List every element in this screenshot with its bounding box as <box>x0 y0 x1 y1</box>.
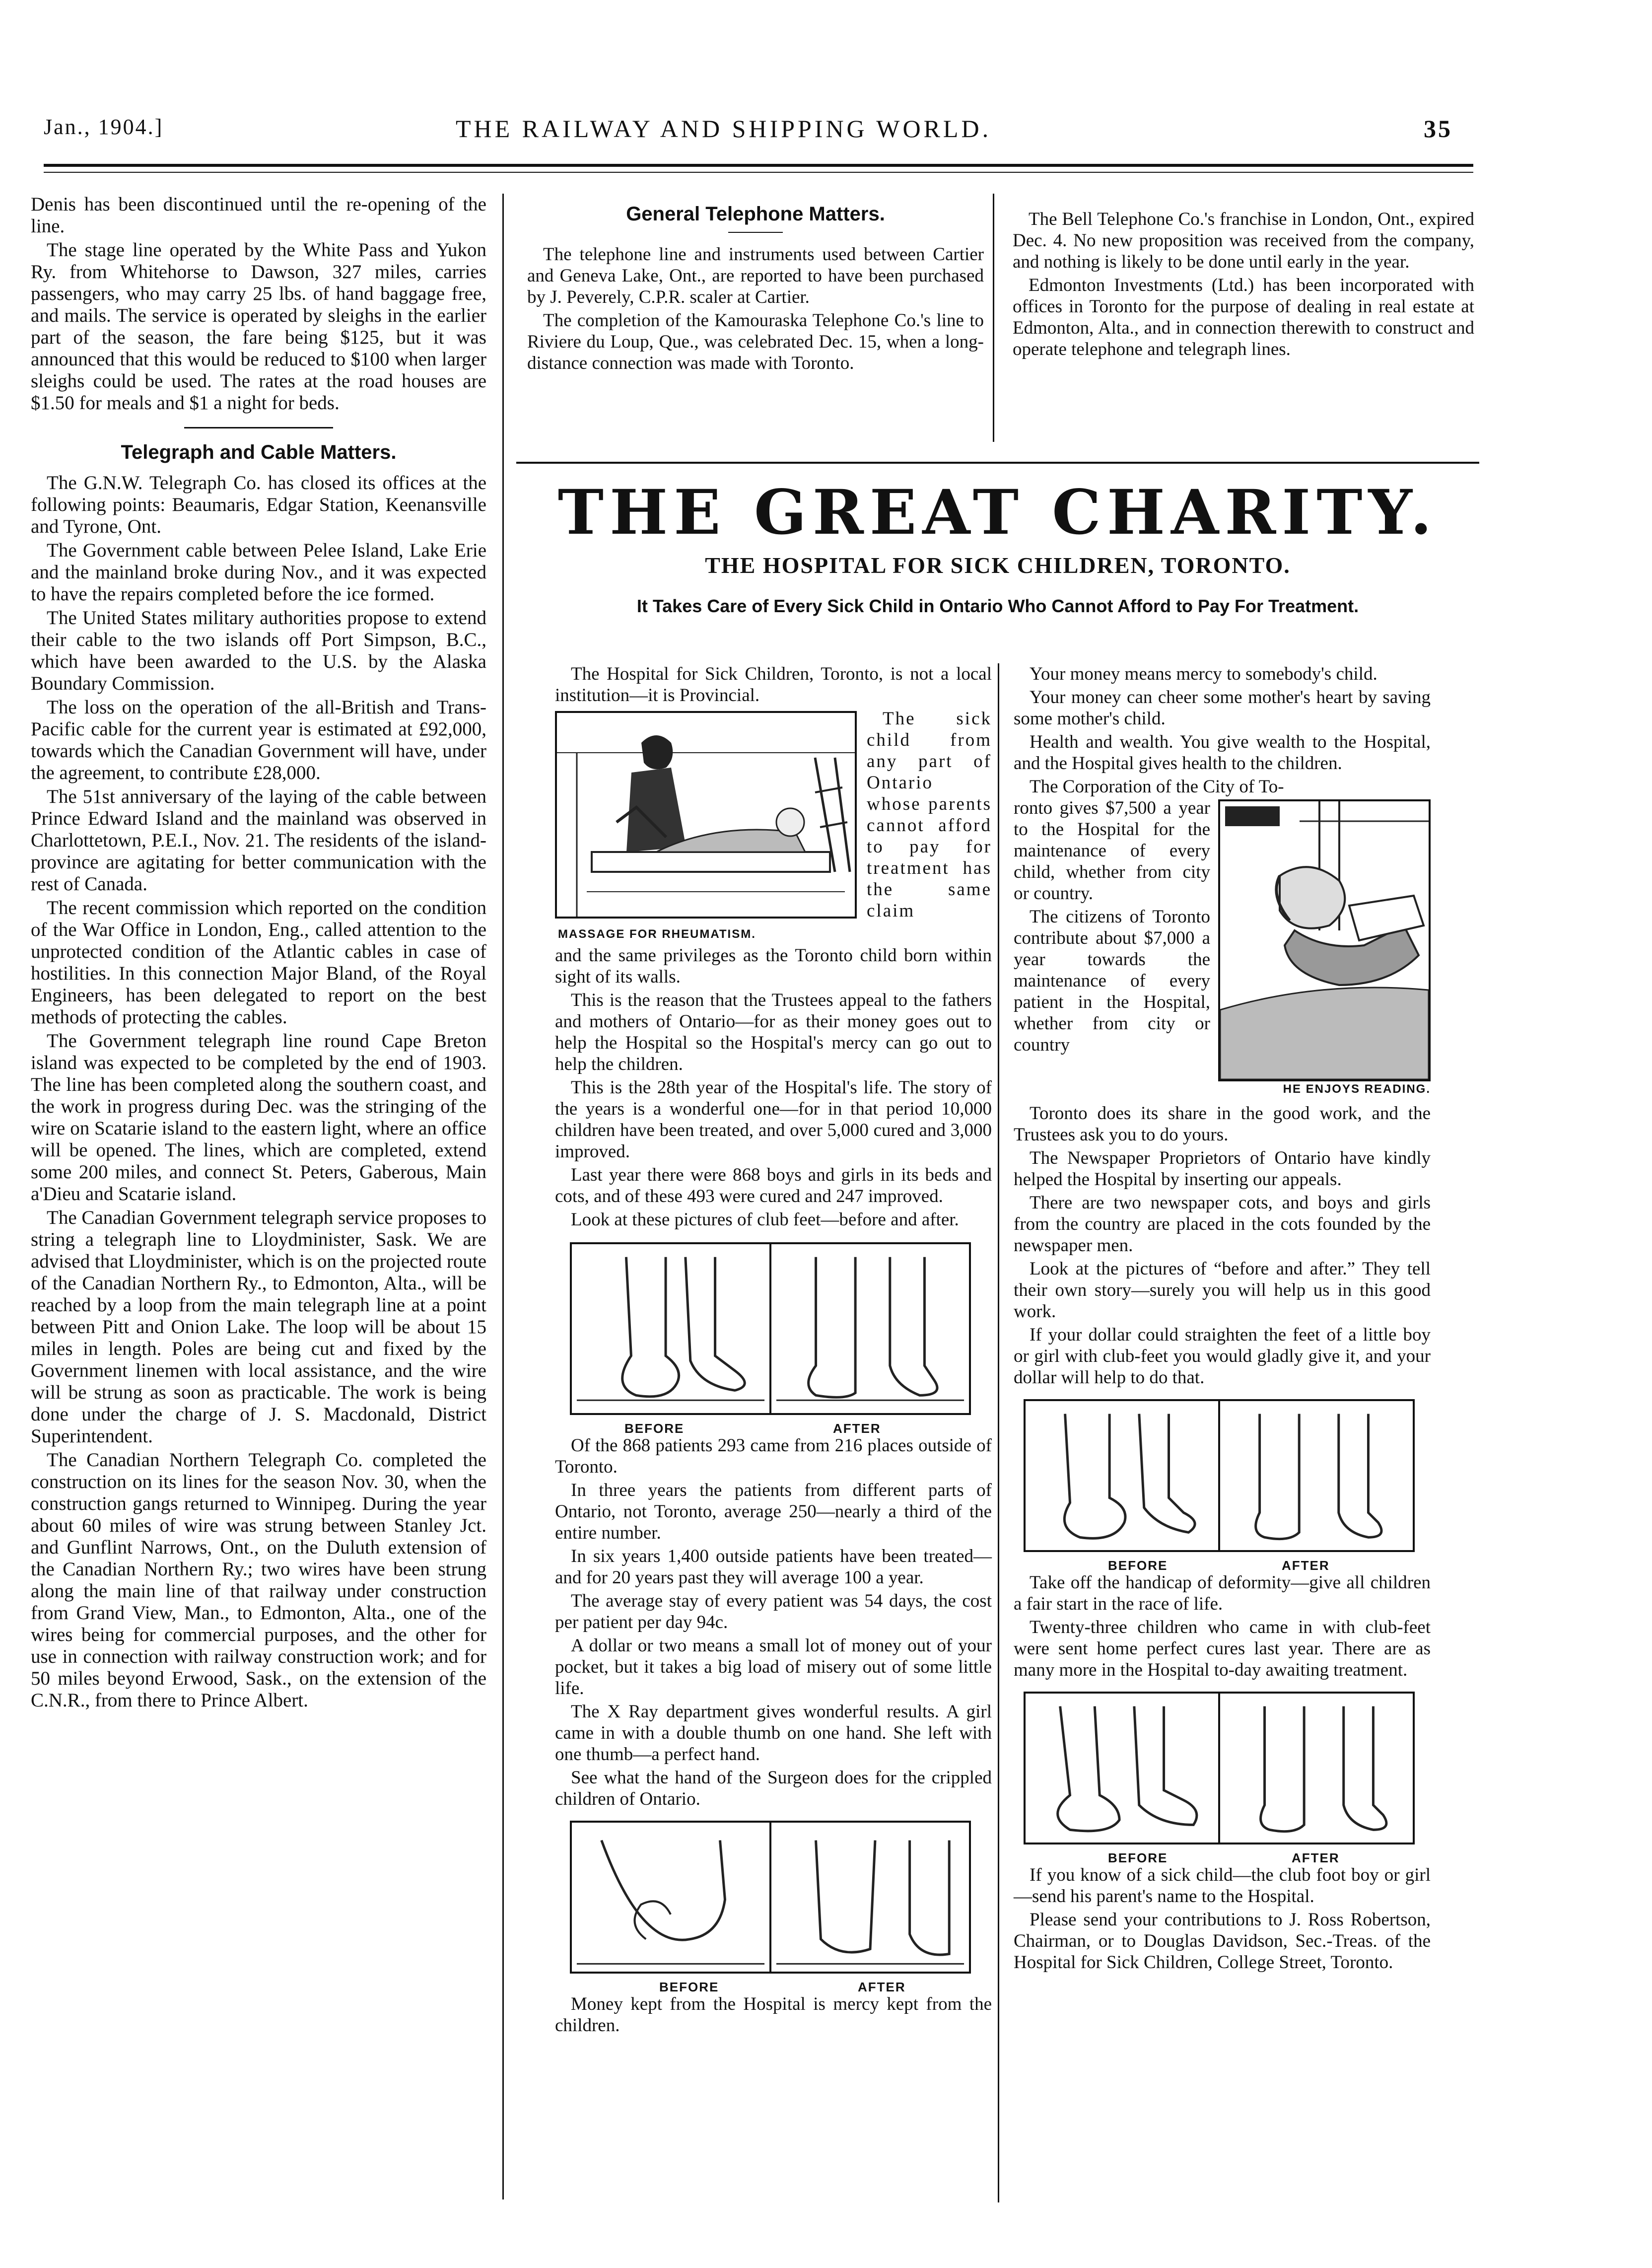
paragraph: Denis has been discontinued until the re-opening of the line. <box>31 194 486 237</box>
charity-tagline: It Takes Care of Every Sick Child in Ontario Who Cannot Afford to Pay For Treatment. <box>636 596 1359 616</box>
paragraph: The Hospital for Sick Children, Toronto, is not a local institution—it is Provincial. <box>555 664 992 706</box>
paragraph: A dollar or two means a small lot of money out of your pocket, but it takes a big load of misery out of some little life. <box>555 1635 992 1699</box>
massage-caption: MASSAGE FOR RHEUMATISM. <box>558 927 756 941</box>
telegraph-heading: Telegraph and Cable Matters. <box>121 441 397 463</box>
heading-underline <box>728 232 783 233</box>
after-label: AFTER <box>833 1421 881 1436</box>
charity-column-b <box>1014 663 1431 1975</box>
massage-picture <box>557 713 855 917</box>
paragraph: Last year there were 868 boys and girls in its beds and cots, and of these 493 were cured and 247 improved. <box>555 1165 992 1206</box>
paragraph: If your dollar could straighten the feet of a little boy or girl with club-feet you would gladly give it, and your dollar will help to do that. <box>1014 1325 1431 1388</box>
hand-figure <box>570 1821 971 1974</box>
header-rule-thick <box>44 164 1473 167</box>
paragraph: This is the 28th year of the Hospital's life. The story of the years is a wonderful one—for in that period 10,000 children have been treated, and over 5,000 cured and 3,000 improved. <box>555 1077 992 1162</box>
column-rule <box>502 194 504 2199</box>
after-label: AFTER <box>1292 1850 1340 1865</box>
telephone-heading: General Telephone Matters. <box>626 203 885 225</box>
paragraph: Toronto does its share in the good work, and the Trustees ask you to do yours. <box>1014 1103 1431 1145</box>
massage-illustration <box>555 711 857 919</box>
right-top-section <box>1013 209 1474 362</box>
column-rule <box>993 194 994 442</box>
section-divider <box>184 427 333 428</box>
paragraph: ronto gives $7,500 a year to the Hospital for the maintenance of every child, whether from city or country. <box>1014 798 1210 904</box>
after-label: AFTER <box>858 1980 906 1994</box>
after-feet-picture <box>1220 1401 1413 1550</box>
paragraph: The citizens of Toronto contribute about $7,000 a year towards the maintenance of every patient in the Hospital, whether from city or country <box>1014 907 1210 1055</box>
paragraph: Edmonton Investments (Ltd.) has been incorporated with offices in Toronto for the purpose of dealing in real estate at Edmonton, Alta., and in connection therewith to construct and operate telephone and telegraph lines. <box>1013 275 1474 359</box>
header-rule-thin <box>44 172 1473 173</box>
column-rule <box>998 663 999 2202</box>
charity-subtitle: THE HOSPITAL FOR SICK CHILDREN, TORONTO. <box>705 553 1291 578</box>
paragraph: Health and wealth. You give wealth to the Hospital, and the Hospital gives health to the children. <box>1014 732 1431 774</box>
paragraph: The Bell Telephone Co.'s franchise in London, Ont., expired Dec. 4. No new proposition was received from the company, and nothing is likely to be done until early in the year. <box>1013 209 1474 272</box>
paragraph: The Corporation of the City of To- <box>1030 777 1284 797</box>
paragraph: Take off the handicap of deformity—give all children a fair start in the race of life. <box>1014 1572 1431 1614</box>
after-label: AFTER <box>1282 1558 1330 1573</box>
before-feet-picture <box>572 1244 769 1413</box>
reading-picture <box>1220 801 1429 1079</box>
left-column <box>31 194 486 1713</box>
header-date: Jan., 1904.] <box>44 115 164 139</box>
before-label: BEFORE <box>1108 1558 1168 1573</box>
before-hand-picture <box>572 1823 769 1972</box>
paragraph: The Canadian Northern Telegraph Co. completed the construction on its lines for the season Nov. 30, when the construction gangs returned to Winnipeg. During the year about 60 miles of wire was strung between Stanley Jct. and Gunflint Narrows, Ont., on the Duluth extension of the Canadian Northern Ry.; two wires have been strung along the main line of that railway under construction from Grand View, Man., to Edmonton, Alta., one of the wires being for commercial purposes, and the other for use in connection with railway construction work; and for 50 miles beyond Erwood, Sask., on the extension of the C.N.R., from there to Prince Albert. <box>31 1449 486 1711</box>
clubfoot-figure-2 <box>1024 1399 1415 1552</box>
paragraph: The loss on the operation of the all-British and Trans-Pacific cable for the current year is estimated at £92,000, towards which the Canadian Government will have, under the agreement, to contribute £28,000. <box>31 697 486 783</box>
paragraph: The Government telegraph line round Cape Breton island was expected to be completed by the end of 1903. The line has been completed along the southern coast, and the work in progress during Dec. was the stringing of the wire on Scatarie island to the eastern light, where an office will be opened. The lines, which are completed, extend some 200 miles, and connect St. Peters, Gaberous, Main a'Dieu and Scatarie island. <box>31 1030 486 1205</box>
after-feet-picture <box>1220 1694 1413 1843</box>
paragraph: The telephone line and instruments used between Cartier and Geneva Lake, Ont., are reported to have been purchased by J. Peverely, C.P.R. scaler at Cartier. <box>527 244 984 307</box>
paragraph: The Newspaper Proprietors of Ontario have kindly helped the Hospital by inserting our appeals. <box>1014 1148 1431 1190</box>
paragraph: Look at these pictures of club feet—before and after. <box>571 1209 959 1230</box>
running-header <box>44 114 1458 149</box>
paragraph: Twenty-three children who came in with club-feet were sent home perfect cures last year. There are as many more in the Hospital to-day awaiting treatment. <box>1014 1617 1431 1680</box>
paragraph: The recent commission which reported on the condition of the War Office in London, Eng., called attention to the unprotected condition of the Atlantic cables in case of hostilities. In this connection Major Bland, of the Royal Engineers, has been delegated to report on the best methods of protecting the cables. <box>31 897 486 1028</box>
paragraph: Money kept from the Hospital is mercy kept from the children. <box>555 1994 992 2036</box>
reading-illustration <box>1218 799 1431 1081</box>
paragraph: The stage line operated by the White Pass and Yukon Ry. from Whitehorse to Dawson, 327 miles, carries passengers, who may carry 25 lbs. of hand baggage free, and mails. The service is operated by sleighs in the earlier part of the season, the fare being $125, but it was announced that this would be reduced to $100 when larger sleighs could be used. The rates at the road houses are $1.50 for meals and $1 a night for beds. <box>31 239 486 414</box>
before-feet-picture <box>1026 1401 1218 1550</box>
paragraph: Look at the pictures of “before and after.” They tell their own story—surely you will help us in this good work. <box>1014 1259 1431 1322</box>
paragraph: There are two newspaper cots, and boys and girls from the country are placed in the cots founded by the newspaper men. <box>1014 1193 1431 1256</box>
paragraph: The 51st anniversary of the laying of the cable between Prince Edward Island and the mainland was observed in Charlottetown, P.E.I., Nov. 21. The residents of the island-province are agitating for better communication with the rest of Canada. <box>31 786 486 895</box>
charity-column-a <box>555 663 992 2038</box>
clubfoot-figure-3 <box>1024 1692 1415 1844</box>
paragraph: The United States military authorities propose to extend their cable to the two islands off Port Simpson, B.C., which have been awarded to the U.S. by the Alaska Boundary Commission. <box>31 607 486 694</box>
before-label: BEFORE <box>624 1421 685 1436</box>
paragraph: The average stay of every patient was 54 days, the cost per patient per day 94c. <box>555 1591 992 1632</box>
paragraph: In six years 1,400 outside patients have been treated—and for 20 years past they will average 100 a year. <box>555 1546 992 1588</box>
after-feet-picture <box>771 1244 969 1413</box>
clubfoot-figure-1 <box>570 1242 971 1415</box>
paragraph: The Government cable between Pelee Island, Lake Erie and the mainland broke during Nov., and it was expected to have the repairs completed before the ice formed. <box>31 540 486 605</box>
paragraph: The Canadian Government telegraph service proposes to string a telegraph line to Lloydminister, Sask. We are advised that Lloydminister, which is on the projected route of the Canadian Northern Ry., to Edmonton, Alta., will be reached by a loop from the main telegraph line at a point between Pitt and Onion Lake. The loop will be about 15 miles in length. Poles are being cut and fixed by the Government linemen with local assistance, and the wire will be strung as soon as practicable. The work is being done under the charge of J. S. Macdonald, District Superintendent. <box>31 1207 486 1447</box>
charity-rule-top <box>516 462 1479 464</box>
before-label: BEFORE <box>659 1980 719 1994</box>
paragraph: In three years the patients from different parts of Ontario, not Toronto, average 250—nearly a third of the entire number. <box>555 1480 992 1543</box>
paragraph: See what the hand of the Surgeon does for the crippled children of Ontario. <box>555 1768 992 1809</box>
charity-title: THE GREAT CHARITY. <box>557 477 1438 549</box>
paragraph: Please send your contributions to J. Ross Robertson, Chairman, or to Douglas Davidson, Sec.-Treas. of the Hospital for Sick Children, College Street, Toronto. <box>1014 1910 1431 1973</box>
before-label: BEFORE <box>1108 1850 1168 1865</box>
paragraph: The sick child from any part of Ontario whose parents cannot afford to pay for treatment has the same claim <box>867 709 992 921</box>
paragraph: If you know of a sick child—the club foot boy or girl—send his parent's name to the Hospital. <box>1014 1865 1431 1907</box>
after-hand-picture <box>771 1823 969 1972</box>
paragraph: Your money can cheer some mother's heart by saving some mother's child. <box>1014 687 1431 729</box>
before-feet-picture <box>1026 1694 1218 1843</box>
paragraph: This is the reason that the Trustees appeal to the fathers and mothers of Ontario—for as their money goes out to help the Hospital so the Hospital's mercy can go out to help the children. <box>555 990 992 1074</box>
page-number: 35 <box>1424 115 1452 142</box>
paragraph: The X Ray department gives wonderful results. A girl came in with a double thumb on one hand. She left with one thumb—a perfect hand. <box>555 1701 992 1765</box>
journal-title: THE RAILWAY AND SHIPPING WORLD. <box>456 115 992 142</box>
paragraph: The G.N.W. Telegraph Co. has closed its offices at the following points: Beaumaris, Edgar Station, Keenansville and Tyrone, Ont. <box>31 472 486 537</box>
telephone-section <box>527 204 984 376</box>
paragraph: Your money means mercy to somebody's child. <box>1030 664 1377 684</box>
paragraph: Of the 868 patients 293 came from 216 places outside of Toronto. <box>555 1435 992 1477</box>
paragraph: and the same privileges as the Toronto child born within sight of its walls. <box>555 945 992 987</box>
reading-caption: HE ENJOYS READING. <box>1283 1082 1431 1096</box>
paragraph: The completion of the Kamouraska Telephone Co.'s line to Riviere du Loup, Que., was celebrated Dec. 15, when a long-distance connection was made with Toronto. <box>527 310 984 373</box>
